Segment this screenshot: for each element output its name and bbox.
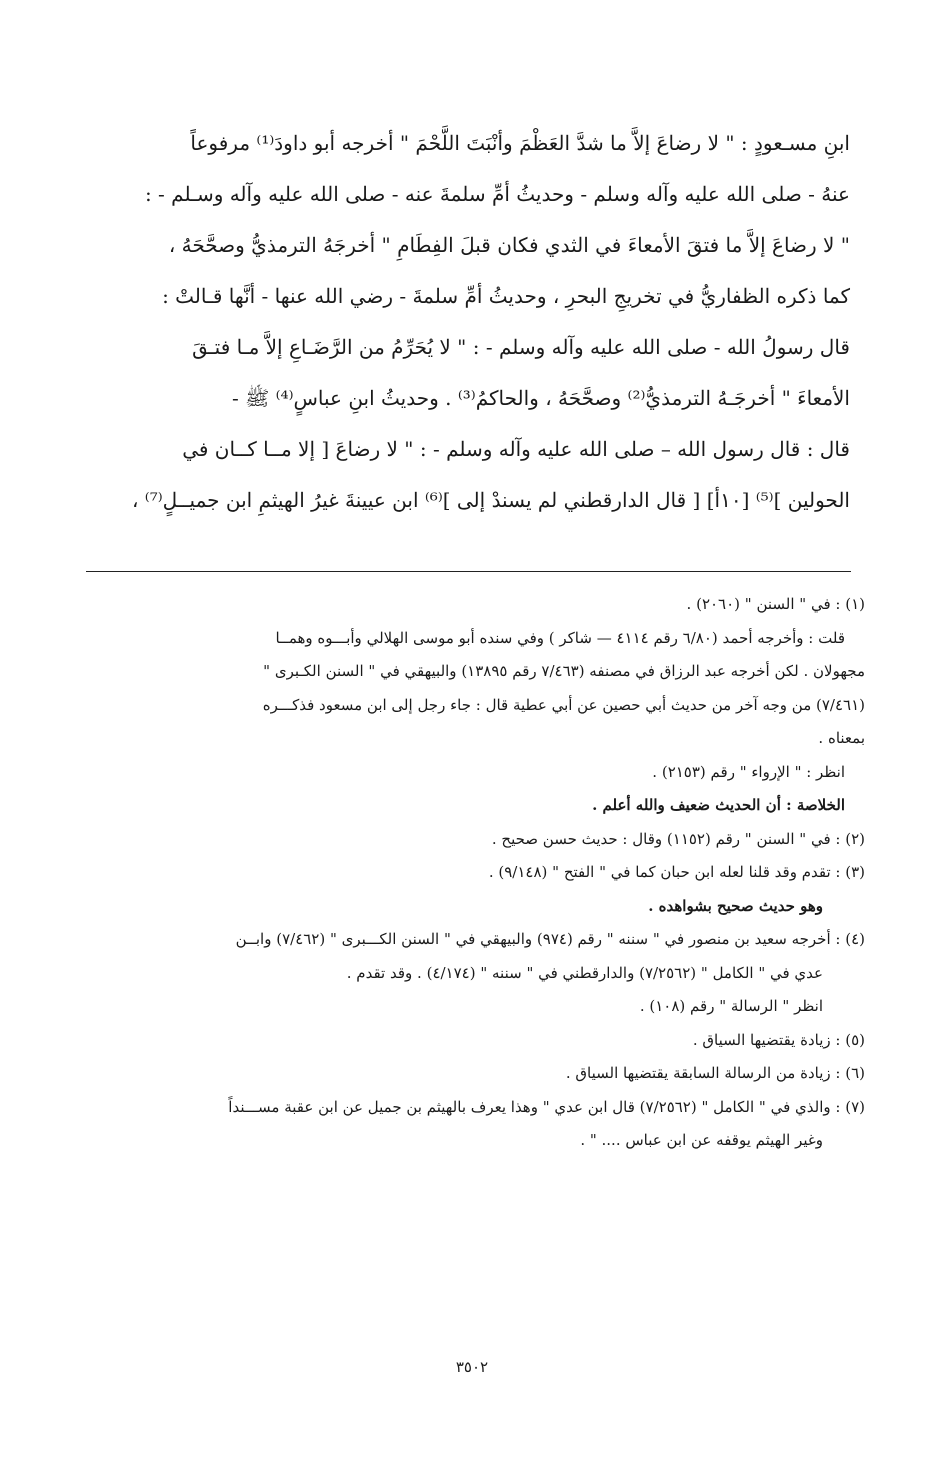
- footnote-1-note: بمعناه .: [818, 729, 865, 747]
- main-line: الحولين ]⁽⁵⁾ [١٠أ] [ قال الدارقطني لم يسندْ إلى ]⁽⁶⁾ ابن عيينةَ غيرُ الهيثمِ ابن جميــلٍ⁽⁷⁾ ،: [131, 488, 850, 512]
- footnote-4: (٤) : أخرجه سعيد بن منصور في " سننه " رقم (٩٧٤) والبيهقي في " السنن الكـــبرى " (٧/٤٦٢) وابــن: [235, 930, 865, 948]
- footnote-1-conclusion: الخلاصة : أن الحديث ضعيف والله أعلم .: [592, 796, 845, 814]
- footnote-7-continuation: وغير الهيثم يوقفه عن ابن عباس .... " .: [580, 1131, 823, 1149]
- main-line: كما ذكره الظفاريُّ في تخريجِ البحرِ ، وحديثُ أمِّ سلمةَ - رضي الله عنها - أنَّها قـالتْ :: [162, 284, 850, 308]
- footnote-1: (١) : في " السنن " (٢٠٦٠) .: [686, 595, 865, 613]
- footnote-2: (٢) : في " السنن " رقم (١١٥٢) وقال : حديث حسن صحيح .: [491, 829, 865, 848]
- page-number: ٣٥٠٢: [455, 1358, 489, 1376]
- footnote-1-note: (٧/٤٦١) من وجه آخر من حديث أبي حصين عن أبي عطية قال : جاء رجل إلى ابن مسعود فذكـــره: [262, 695, 865, 714]
- footnote-4-reference: انظر " الرسالة " رقم (١٠٨) .: [639, 997, 823, 1015]
- footnote-5: (٥) : زيادة يقتضيها السياق .: [692, 1030, 865, 1049]
- footnotes: [80, 588, 865, 1158]
- footnote-divider: [86, 571, 851, 572]
- main-text-block: [80, 118, 850, 526]
- main-line: " لا رضاعَ إلاَّ ما فتقَ الأمعاءَ في الثدي فكان قبلَ الفِطَامِ " أخرجَهُ الترمذيُّ وصحَّحَهُ ،: [168, 233, 850, 257]
- footnote-4-continuation: عدي في " الكامل " (٧/٢٥٦٢) والدارقطني في " سننه " (٤/١٧٤) . وقد تقدم .: [346, 963, 823, 982]
- main-line: الأمعاءَ " أخرجَـهُ الترمذيُّ⁽²⁾ وصحَّحَهُ ، والحاكمُ⁽³⁾ . وحديثُ ابنِ عباسٍ⁽⁴⁾ ﷺ -: [232, 386, 850, 410]
- footnote-1-note: قلت : وأخرجه أحمد (٦/٨٠ رقم ٤١١٤ — شاكر ) وفي سنده أبو موسى الهلالي وأبـــوه وهمــا: [275, 628, 845, 647]
- main-body: [80, 118, 850, 526]
- main-line: قال رسولُ الله - صلى الله عليه وآله وسلم - : " لا يُحَرِّمُ من الرَّضَـاعِ إلاَّ مـا فتـقَ: [192, 335, 850, 359]
- main-line: قال : قال رسول الله – صلى الله عليه وآله وسلم - : " لا رضاعَ [ إلا مــا كــان في: [182, 437, 850, 461]
- footnote-1-reference: انظر : " الإرواء " رقم (٢١٥٣) .: [652, 762, 845, 781]
- main-line: عنهُ - صلى الله عليه وآله وسلم - وحديثُ أمِّ سلمةَ عنه - صلى الله عليه وآله وسـلم - :: [144, 182, 850, 206]
- main-line: ابنِ مسـعودٍ : " لا رضاعَ إلاَّ ما شدَّ العَظْمَ وأنْبَتَ اللَّحْمَ " أخرجه أبو داودَ⁽¹⁾ مرفوعاً: [190, 131, 850, 155]
- footnote-3-conclusion: وهو حديث صحيح بشواهده .: [648, 896, 823, 915]
- footnote-7: (٧) : والذي في " الكامل " (٧/٢٥٦٢) قال ابن عدي " وهذا يعرف بالهيثم بن جميل عن ابن عقبة مســـنداً: [228, 1097, 865, 1116]
- footnote-3: (٣) : تقدم وقد قلنا لعله ابن حبان كما في " الفتح " (٩/١٤٨) .: [488, 863, 865, 881]
- footnote-1-note: مجهولان . لكن أخرجه عبد الرزاق في مصنفه (٧/٤٦٣ رقم ١٣٨٩٥) والبيهقي في " السنن الكـبرى ": [263, 662, 865, 680]
- footnote-6: (٦) : زيادة من الرسالة السابقة يقتضيها السياق .: [565, 1064, 865, 1082]
